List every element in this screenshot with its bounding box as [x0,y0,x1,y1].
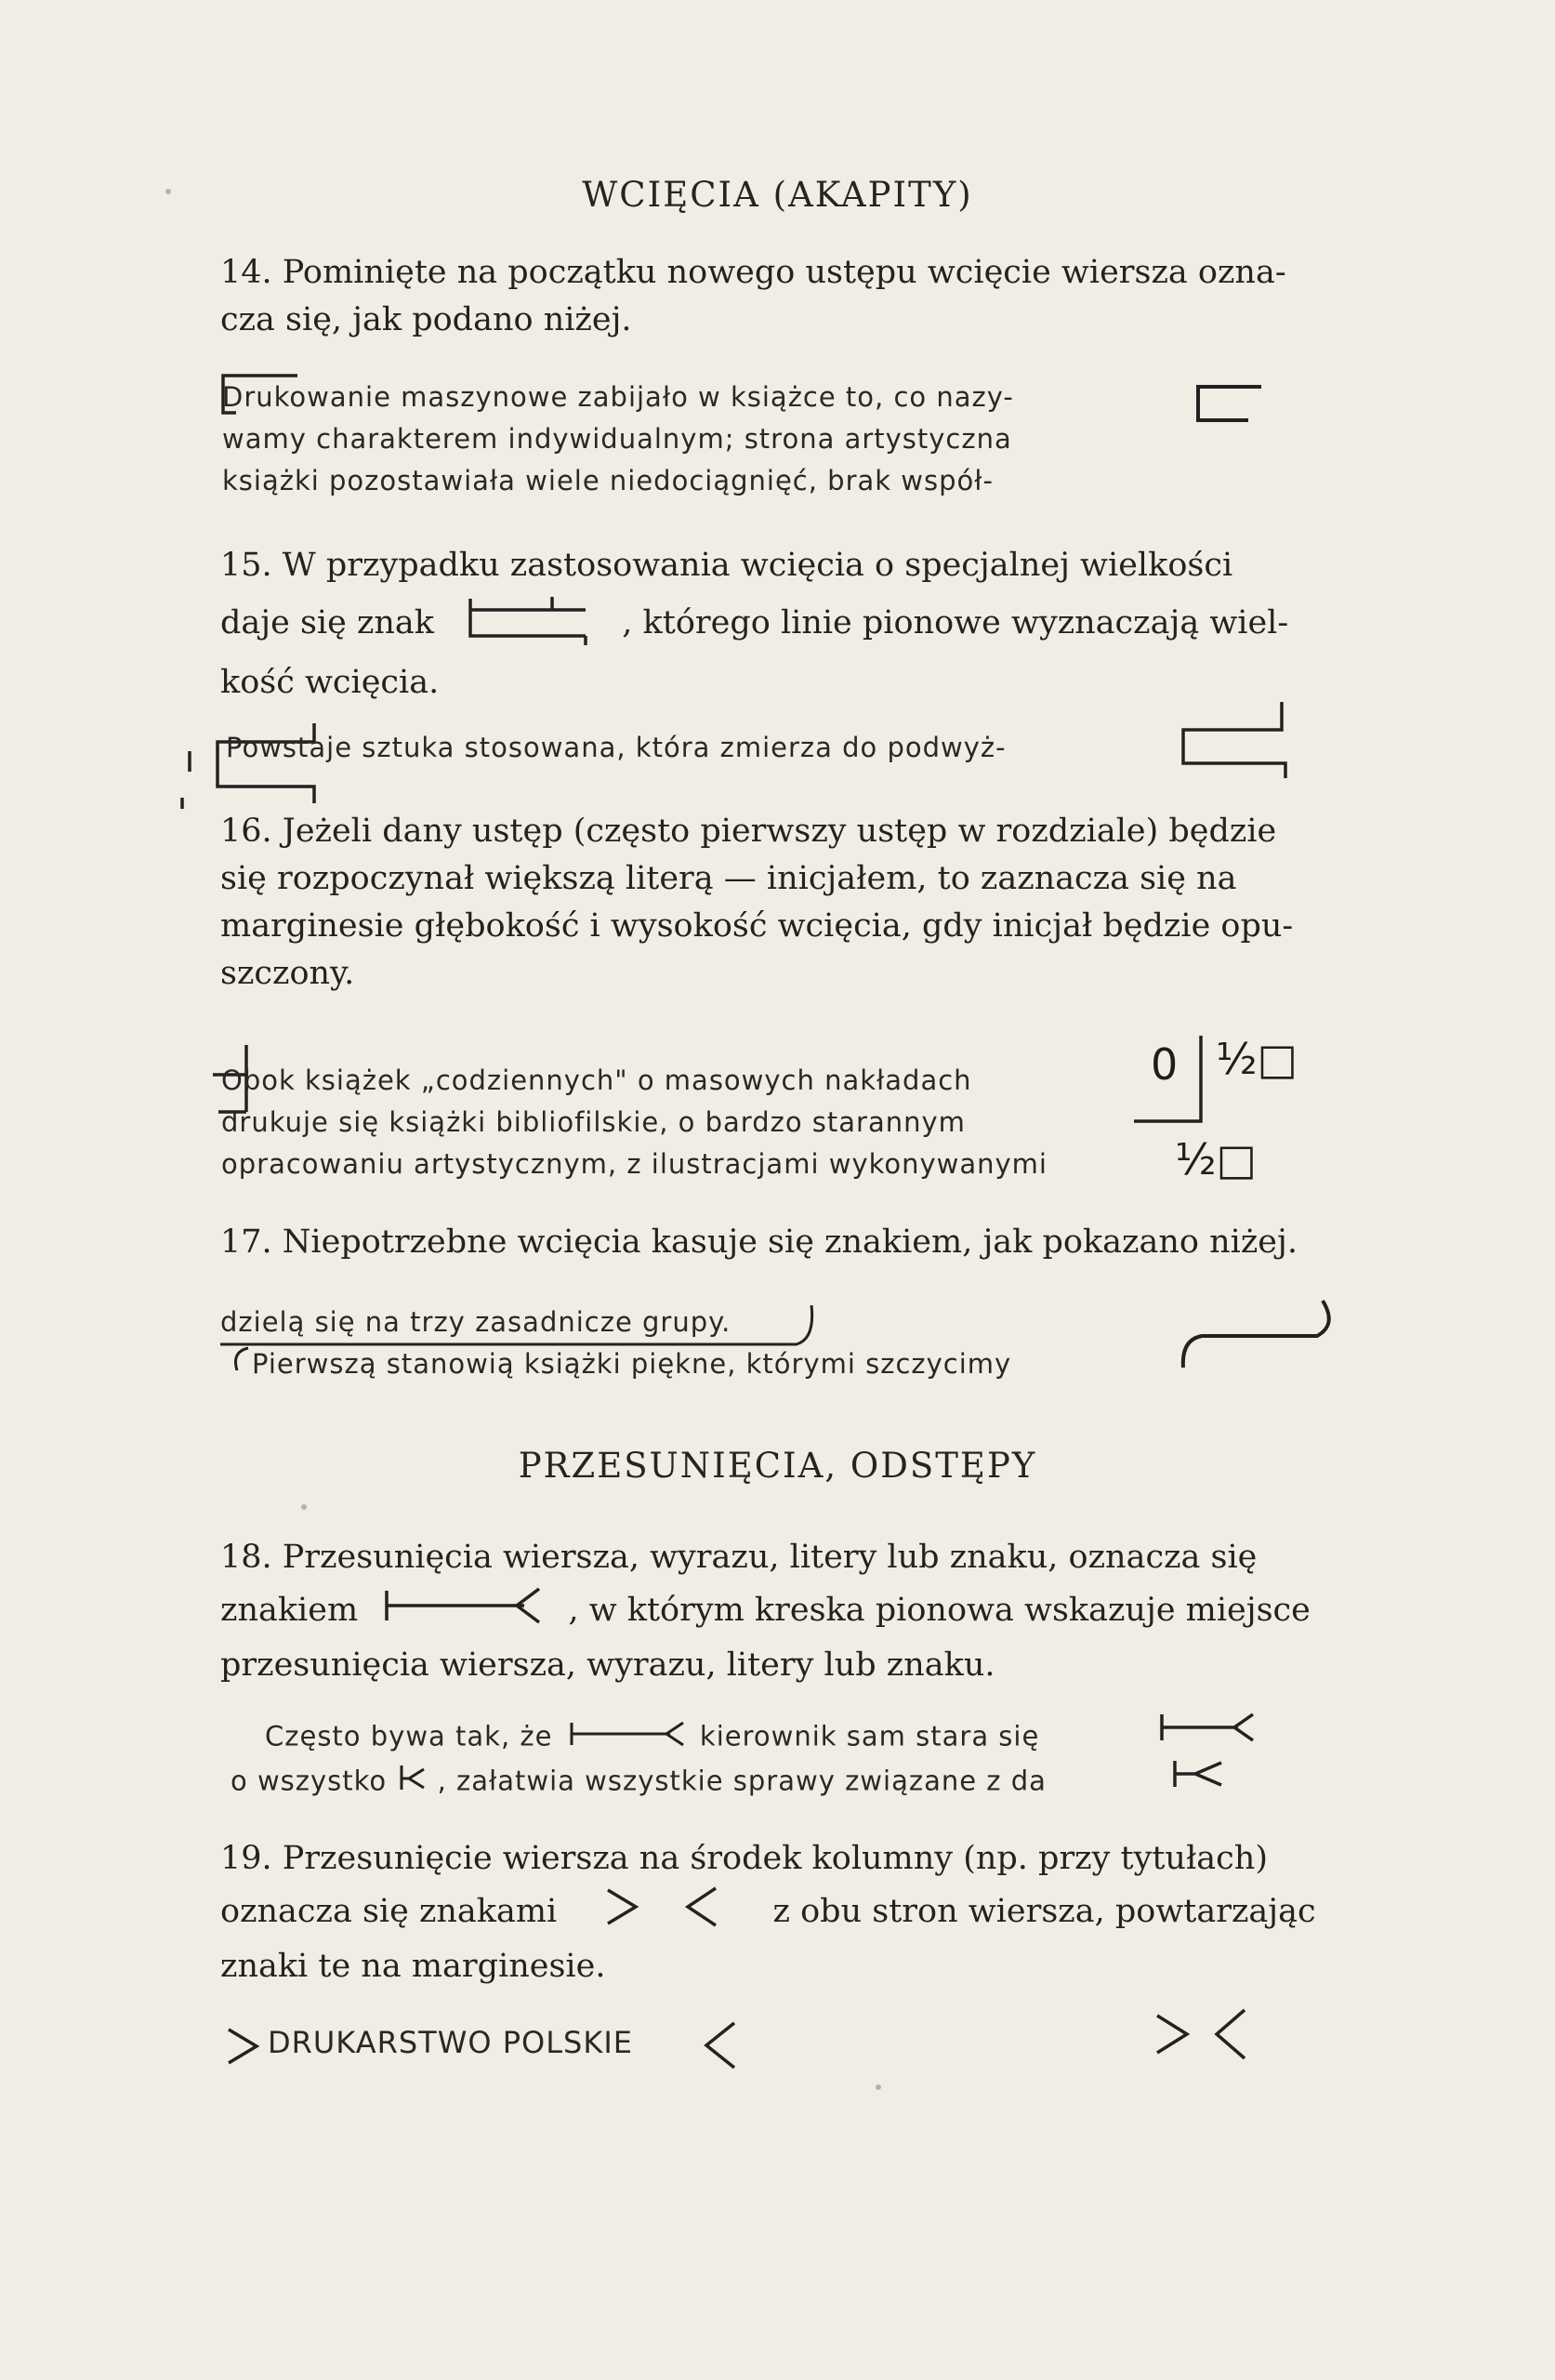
paragraph-16-line-3: marginesie głębokość i wysokość wcięcia, gdy inicjał będzie opu- [220,907,1294,945]
margin-shift-mark-2 [1169,1755,1234,1792]
paragraph-15-line-2-start: daje się znak [220,604,435,641]
paragraph-16 [220,808,1401,998]
center-left-mark [223,2022,262,2069]
paragraph-19-line-2-end: z obu stron wiersza, powtarzając [772,1893,1316,1930]
example-14-text [222,377,1014,502]
paragraph-19-line-3: znaki te na marginesie. [220,1948,606,1985]
paragraph-19-line-2-start: oznacza się znakami [220,1893,558,1930]
example-14-line-1: Drukowanie maszynowe zabijało w książce to, co nazy- [222,381,1014,413]
paragraph-15-line-2 [220,589,1401,659]
paragraph-15-line-1: 15. W przypadku zastosowania wcięcia o specjalnej wielkości [220,547,1233,584]
paragraph-18-line-2 [220,1581,1401,1642]
example-16-line-2: drukuje się książki bibliofilskie, o bardzo starannym [221,1106,966,1138]
center-marks [595,1883,734,1943]
paragraph-15-line-2-end: , którego linie pionowe wyznaczają wiel- [622,604,1289,641]
margin-zero: 0 [1151,1039,1179,1090]
special-indent-mark [463,589,593,659]
margin-delete-indent-mark [1174,1297,1351,1371]
paragraph-14 [220,249,1401,344]
margin-shift-mark-1 [1156,1709,1258,1746]
center-right-mark [699,2017,742,2071]
paragraph-16-line-1: 16. Jeżeli dany ustęp (często pierwszy ustęp w rozdziale) będzie [220,813,1277,850]
paragraph-18-line-2-end: , w którym kreska pionowa wskazuje miejsce [568,1592,1311,1629]
speck [165,189,171,194]
paragraph-18-line-2-start: znakiem [220,1592,359,1629]
example-18-line-1-start: Często bywa tak, że [265,1720,553,1752]
paragraph-19-line-2 [220,1883,1401,1943]
example-19-text: DRUKARSTWO POLSKIE [268,2025,633,2060]
example-18-line-2-end: , załatwia wszystkie sprawy związane z da [437,1765,1047,1797]
paragraph-19 [220,1835,1401,1990]
paragraph-17 [220,1219,1401,1266]
section-heading-przesuniecia: PRZESUNIĘCIA, ODSTĘPY [518,1446,1037,1486]
example-17-line-2: Pierwszą stanowią książki piękne, którymi szczycimy [252,1348,1012,1380]
example-18-line-2 [231,1760,1047,1805]
example-18-line-1-end: kierownik sam stara się [699,1720,1040,1752]
margin-fraction-2: ½□ [1175,1134,1258,1184]
paragraph-19-line-1: 19. Przesunięcie wiersza na środek kolumny (np. przy tytułach) [220,1840,1268,1877]
margin-special-indent-mark [1174,702,1295,786]
paragraph-16-line-4: szczony. [220,955,355,992]
paragraph-17-line-1: 17. Niepotrzebne wcięcia kasuje się znakiem, jak pokazano niżej. [220,1223,1298,1261]
delete-indent-mark [220,1302,824,1395]
paragraph-15 [220,542,1401,707]
example-14-line-2: wamy charakterem indywidualnym; strona artystyczna [222,423,1012,455]
example-16-text [221,1060,1048,1185]
paragraph-14-line-2: cza się, jak podano niżej. [220,301,632,338]
shift-mark-small [396,1760,428,1805]
example-16-line-3: opracowaniu artystycznym, z ilustracjami wykonywanymi [221,1148,1048,1180]
paragraph-18-line-3: przesunięcia wiersza, wyrazu, litery lub znaku. [220,1646,995,1684]
example-18-line-1 [265,1715,1039,1761]
example-16-line-1: Obok książek „codziennych" o masowych nakładach [221,1064,972,1096]
paragraph-18 [220,1534,1401,1689]
margin-indent-mark [1193,381,1267,426]
paragraph-18-line-1: 18. Przesunięcia wiersza, wyrazu, litery lub znaku, oznacza się [220,1539,1258,1576]
example-14-line-3: książki pozostawiała wiele niedociągnięć, brak współ- [222,465,994,496]
example-18-line-2-start: o wszystko [231,1765,388,1797]
shift-mark-inline [566,1715,687,1761]
paragraph-16-line-2: się rozpoczynał większą literą — inicjałem, to zaznacza się na [220,860,1237,897]
margin-fraction-1: ½□ [1216,1034,1298,1084]
section-heading-wciecia: WCIĘCIA (AKAPITY) [582,175,973,215]
speck [876,2084,881,2090]
example-17-line-1: dzielą się na trzy zasadnicze grupy. [220,1306,731,1338]
paragraph-14-line-1: 14. Pominięte na początku nowego ustępu wcięcie wiersza ozna- [220,254,1286,291]
example-15-text: Powstaje sztuka stosowana, która zmierza do podwyż- [226,732,1007,763]
speck [301,1504,307,1510]
paragraph-15-line-3: kość wcięcia. [220,664,440,701]
shift-mark [379,1581,547,1642]
margin-center-marks [1148,2006,1259,2062]
